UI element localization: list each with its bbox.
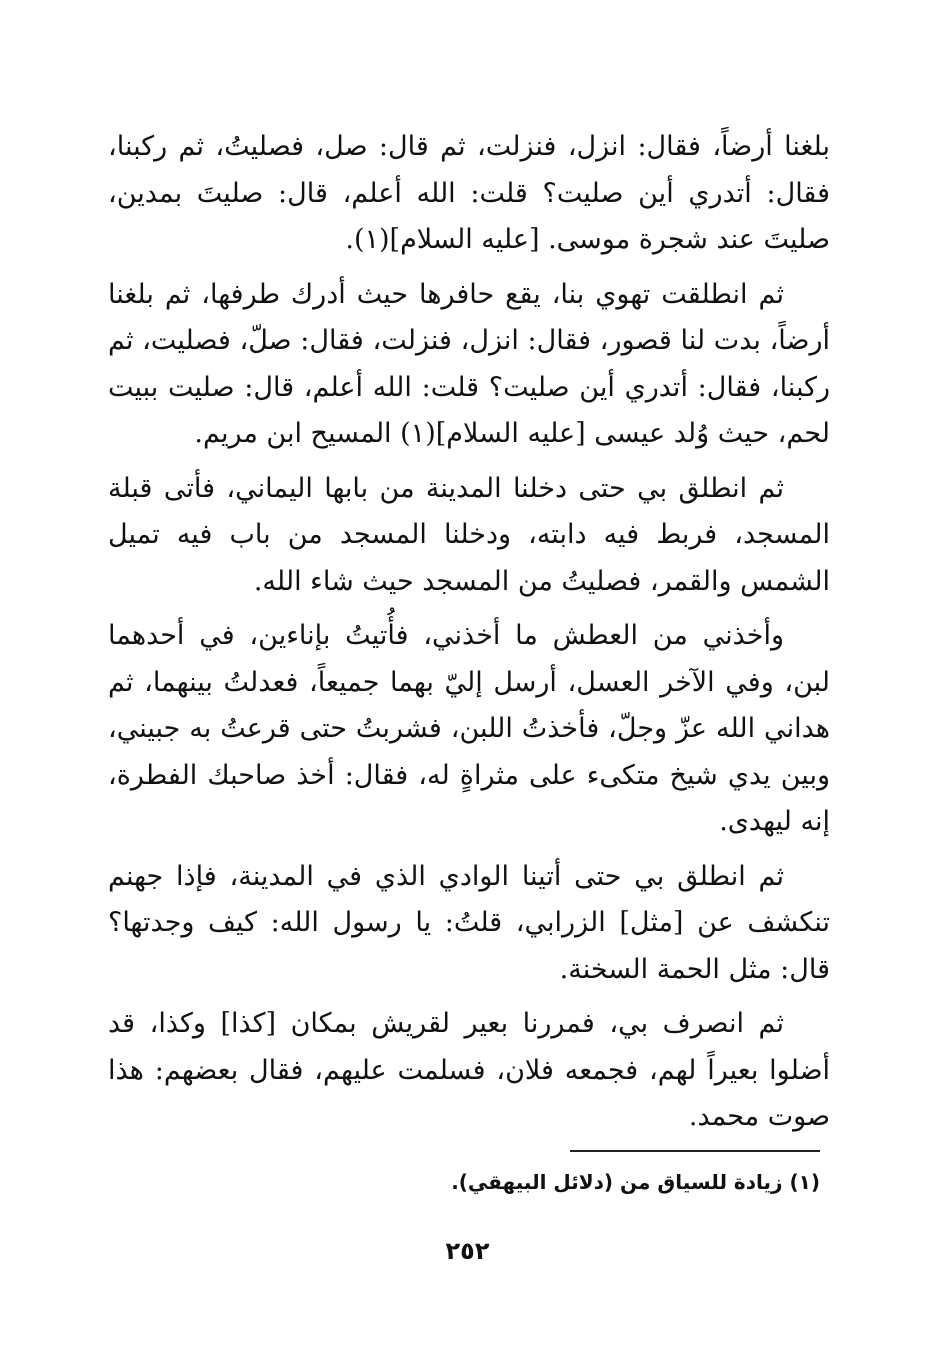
paragraph-1: بلغنا أرضاً، فقال: انزل، فنزلت، ثم قال: صل، فصليتُ، ثم ركبنا، فقال: أتدري أين صليت؟ قلت: الله أعلم، قال: صليتَ بمدين، صليتَ عند شجرة موسى. [عليه السلام](١). bbox=[108, 131, 830, 255]
footnote-divider bbox=[570, 1150, 820, 1152]
footnote: (١) زيادة للسياق من (دلائل البيهقي). bbox=[451, 1170, 820, 1194]
paragraph-5: ثم انطلق بي حتى أتينا الوادي الذي في المدينة، فإذا جهنم تنكشف عن [مثل] الزرابي، قلتُ: يا رسول الله: كيف وجدتها؟ قال: مثل الحمة السخنة. bbox=[108, 860, 830, 985]
paragraph-4: وأخذني من العطش ما أخذني، فأُتيتُ بإناءين، في أحدهما لبن، وفي الآخر العسل، أرسل إليّ بهما جميعاً، فعدلتُ بينهما، ثم هداني الله عزّ وجلّ، فأخذتُ اللبن، فشربتُ حتى قرعتُ به جبيني، وبين يدي شيخ متكىء على مثراةٍ له، فقال: أخذ صاحبك الفطرة، إنه ليهدى. bbox=[108, 620, 830, 837]
main-text bbox=[108, 124, 830, 1149]
paragraph-6: ثم انصرف بي، فمررنا بعير لقريش بمكان [كذا] وكذا، قد أضلوا بعيراً لهم، فجمعه فلان، فسلمت عليهم، فقال بعضهم: هذا صوت محمد. bbox=[108, 1008, 830, 1132]
page-number: ٢٥٢ bbox=[445, 1237, 490, 1265]
paragraph-3: ثم انطلق بي حتى دخلنا المدينة من بابها اليماني، فأتى قبلة المسجد، فربط فيه دابته، ودخلنا المسجد من باب فيه تميل الشمس والقمر، فصليتُ من المسجد حيث شاء الله. bbox=[108, 472, 830, 597]
paragraph-2: ثم انطلقت تهوي بنا، يقع حافرها حيث أدرك طرفها، ثم بلغنا أرضاً، بدت لنا قصور، فقال: انزل، فنزلت، فقال: صلّ، فصليت، ثم ركبنا، فقال: أتدري أين صليت؟ قلت: الله أعلم، قال: صليت ببيت لحم، حيث وُلد عيسى [عليه السلام](١) المسيح ابن مريم. bbox=[108, 278, 830, 449]
